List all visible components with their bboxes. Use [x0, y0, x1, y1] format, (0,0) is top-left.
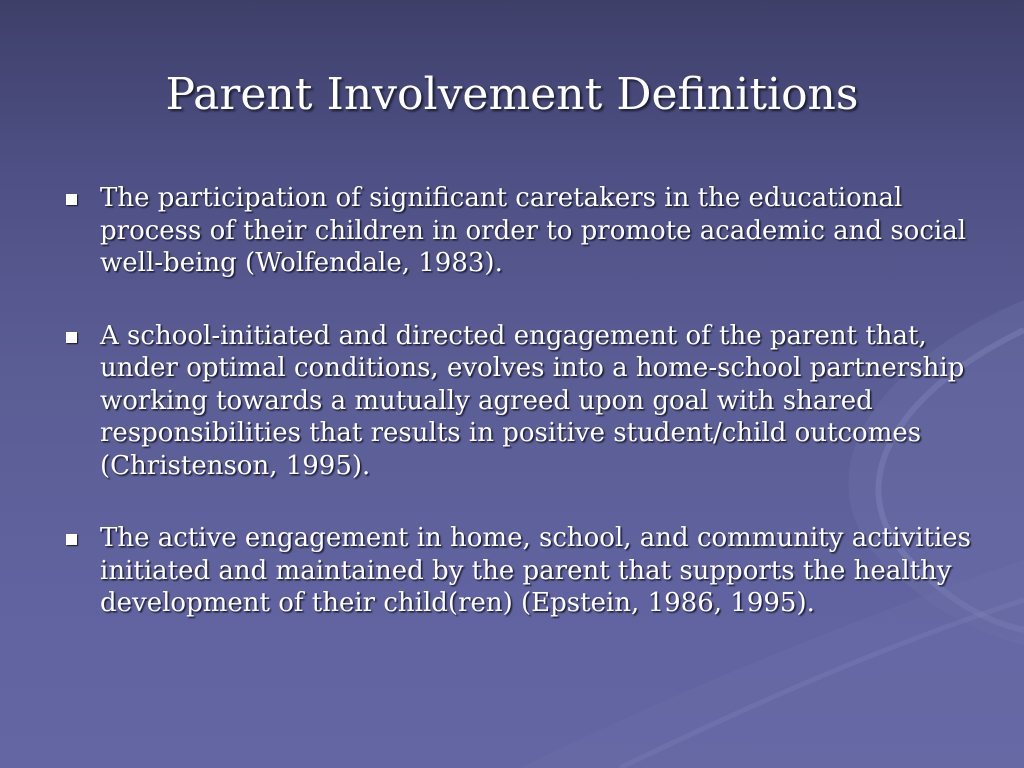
bullet-text: The participation of significant caretakers in the educational process of their children in order to promote academic and social well-being (Wolfendale, 1983).: [100, 183, 967, 278]
slide-title: Parent Involvement Definitions: [165, 69, 859, 120]
bullet-text: A school-initiated and directed engagement of the parent that, under optimal conditions, evolves into a home-school partnership working towards a mutually agreed upon goal with shared responsibilities that results in positive student/child outcomes (Christenson, 1995).: [100, 320, 965, 481]
bullet-item: [66, 320, 976, 483]
bullet-item: [66, 182, 976, 280]
bullet-item: [66, 522, 976, 620]
square-bullet-icon: [66, 332, 77, 343]
bullet-text: The active engagement in home, school, and community activities initiated and maintained by the parent that supports the healthy development of their child(ren) (Epstein, 1986, 1995).: [100, 523, 972, 618]
square-bullet-icon: [66, 534, 77, 545]
bullet-list: [66, 182, 976, 660]
square-bullet-icon: [66, 194, 77, 205]
